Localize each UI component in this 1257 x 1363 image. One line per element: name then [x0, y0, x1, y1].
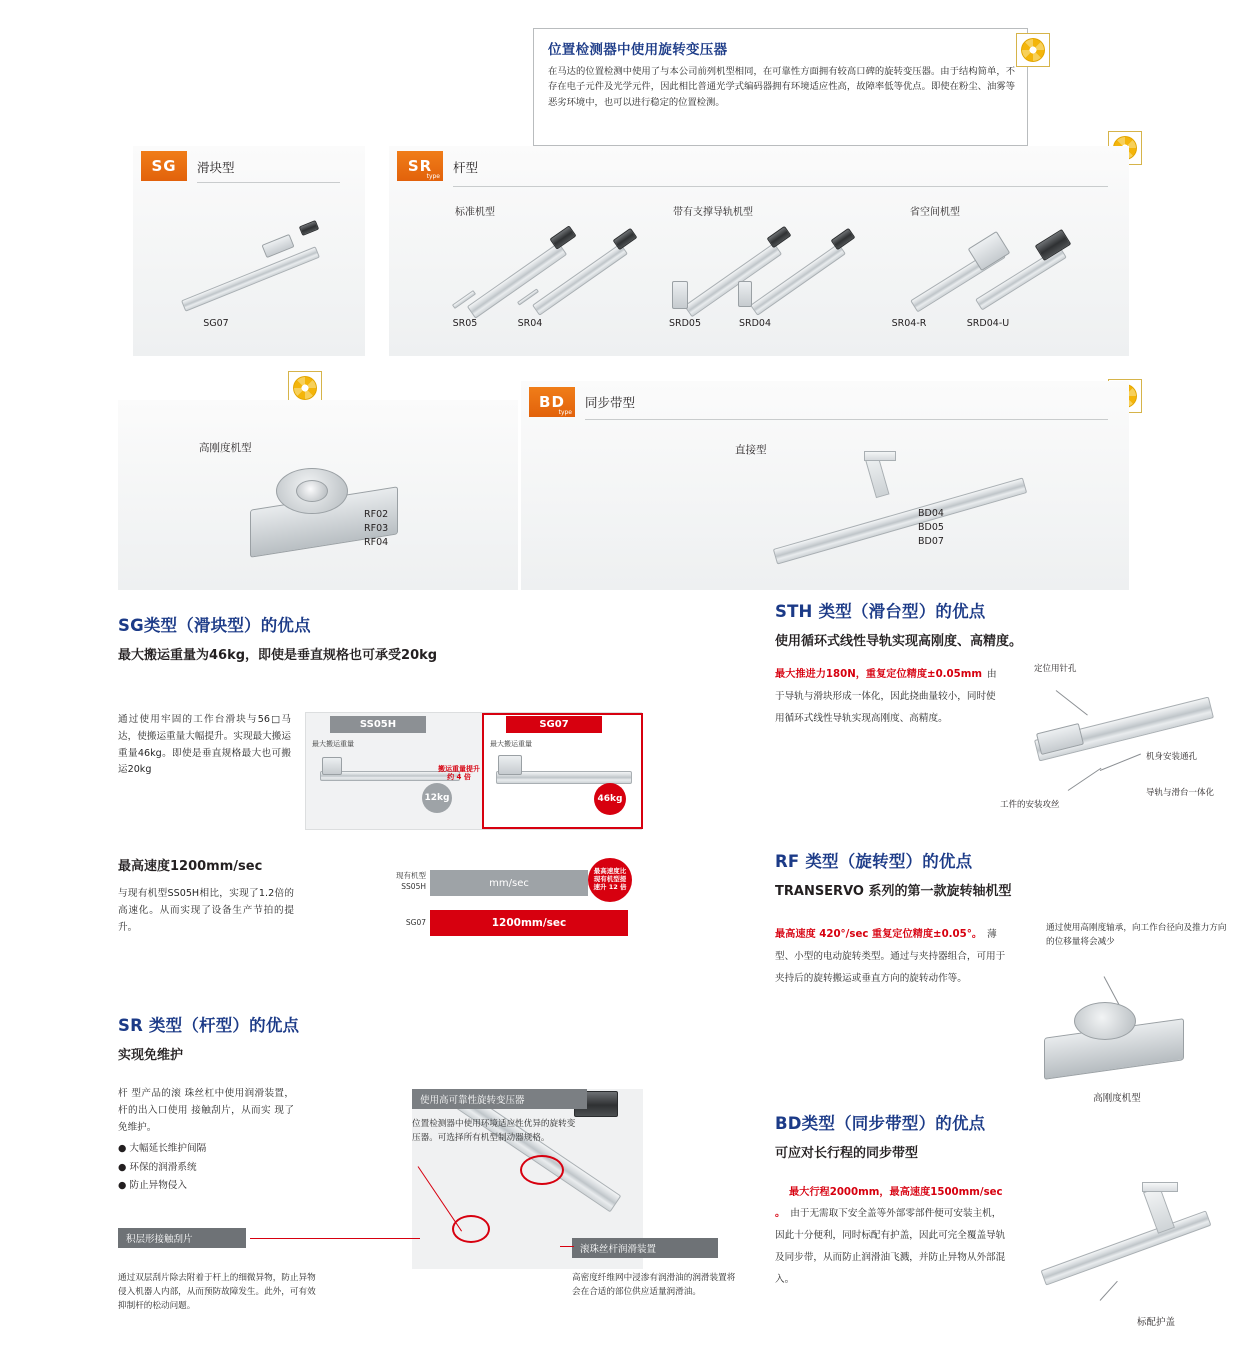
resolver-box-body: 在马达的位置检测中使用了与本公司前列机型相同，在可靠性方面拥有较高口碑的旋转变压器。由于结构简单，不存在电子元件及光学元件，因此相比普通光学式编码器拥有环境适应性高，故障率低等优点。即使在粉尘、油雾等恶劣环境中，也可以进行稳定的位置检测。: [548, 66, 1015, 108]
photo-caption-body-sr: 位置检测器中使用环境适应性优异的旋转变压器。可选择所有机型制动器规格。: [412, 1119, 576, 1143]
panel-label-sr-code: SR: [407, 157, 433, 175]
panel-label-sg-code: SG: [151, 157, 177, 175]
product-image-bd: [760, 455, 1060, 565]
section-sub-sr: 实现免维护: [118, 1048, 184, 1063]
sg-comparison-graphic: [305, 712, 642, 830]
speed-bar-sg07: 1200mm/sec: [430, 910, 628, 936]
compare-center-note: 搬运重量提升约 4 倍: [438, 765, 480, 782]
compare-right-title: SG07: [506, 716, 602, 733]
group-head-sr-standard: 标准机型: [455, 207, 495, 218]
callout-sth-integrated: 导轨与滑台一体化: [1146, 788, 1215, 798]
group-head-sr-compact: 省空间机型: [910, 207, 960, 218]
compare-right-metric: 最大搬运重量: [490, 740, 532, 748]
callout-sth-workpiece-tap: 工件的安装攻丝: [1000, 800, 1060, 810]
bullet-label: 防止异物侵入: [129, 1180, 187, 1192]
group-head-sr-guided: 带有支撑导轨机型: [673, 207, 753, 218]
section-sub-rf: TRANSERVO 系列的第一款旋转轴机型: [775, 884, 1012, 899]
caption-sr05: SR05: [452, 318, 478, 329]
list-item: ● 大幅延长维护间隔: [118, 1143, 207, 1154]
section-body-text-bd: 由于无需取下安全盖等外部零部件便可安装主机，因此十分便利，同时标配有护盖，因此可完全覆盖导轨及同步带，从而防止润滑油飞溅，并防止异物从外部混入。: [775, 1208, 1006, 1285]
section-heading-sth: STH 类型（滑台型）的优点: [775, 602, 986, 621]
panel-label-sr: [397, 151, 443, 181]
panel-label-bd-code: BD: [539, 393, 565, 411]
product-image-sg07: [150, 205, 350, 315]
photo-caption-rf: 高刚度机型: [1093, 1093, 1141, 1104]
section-sub-bd: 可应对长行程的同步带型: [775, 1146, 919, 1161]
bullet-label: 大幅延长维护间隔: [129, 1143, 207, 1154]
speed-bar-existing: mm/sec: [430, 870, 588, 896]
group-head-rf: 高刚度机型: [199, 442, 252, 454]
photo-caption-bd: 标配护盖: [1136, 1317, 1175, 1328]
product-image-sr04: [520, 225, 640, 320]
product-image-sth: [1020, 676, 1230, 796]
divider: [453, 186, 1108, 187]
note-sr-scraper: 通过双层刮片除去附着于杆上的细微异物，防止异物侵入机器人内部，从而预防故障发生。此外，可有效抑制杆的松动问题。: [118, 1273, 316, 1311]
section-bullets-sr: [118, 1140, 298, 1196]
caption-sg07: SG07: [203, 318, 229, 329]
panel-label-sg: [141, 151, 187, 181]
panel-label-bd-type: type: [558, 409, 572, 416]
divider: [197, 182, 340, 183]
label-sr-scraper: 积层形接触刮片: [118, 1228, 246, 1248]
section-heading-sr: SR 类型（杆型）的优点: [118, 1016, 300, 1035]
section-body-sth: [775, 662, 1003, 727]
speed-chart-bubble: 最高速度比现有机型提速升 12 倍: [588, 858, 632, 902]
section-red-rf: 最高速度 420°/sec 重复定位精度±0.05°。: [775, 929, 983, 940]
section-body-sr: 杆 型产品的滚 珠丝杠中使用润滑装置，杆的出入口使用 接触刮片，从而实 现了免维护。: [118, 1088, 294, 1133]
caption-bd07: BD07: [918, 536, 944, 547]
panel-label-bd: [529, 387, 575, 417]
panel-title-sg: 滑块型: [197, 160, 235, 175]
speed-axis-label-1: SS05H: [401, 882, 426, 891]
caption-srd04u: SRD04-U: [966, 318, 1010, 329]
section-red-bd: 最大行程2000mm，最高速度1500mm/sec 。: [775, 1187, 1003, 1220]
compare-left-value: 12kg: [422, 783, 452, 813]
section-sub-sg-speed: 最高速度1200mm/sec: [118, 859, 263, 874]
section-heading-sg: SG类型（滑块型）的优点: [118, 616, 311, 635]
caption-srd05: SRD05: [668, 318, 702, 329]
callout-sth-pinhole: 定位用针孔: [1034, 664, 1077, 674]
section-body-sg-speed: 与现有机型SS05H相比，实现了1.2倍的高速化。从而实现了设备生产节拍的提升。: [118, 888, 294, 933]
leader-line: [250, 1238, 420, 1239]
panel-label-sr-type: type: [426, 173, 440, 180]
section-sub-sg: 最大搬运重量为46kg，即使是垂直规格也可承受20kg: [118, 648, 438, 663]
caption-sr04r: SR04-R: [891, 318, 927, 329]
flower-icon: [1016, 33, 1050, 67]
caption-sr04: SR04: [517, 318, 543, 329]
callout-sth-mounting-hole: 机身安装通孔: [1146, 752, 1198, 762]
section-body-text-sth: 由于导轨与滑块形成一体化，因此挠曲量较小，同时使用循环式线性导轨实现高刚度、高精度。: [775, 669, 997, 724]
section-red-sth: 最大推进力180N，重复定位精度±0.05mm: [775, 669, 982, 680]
product-image-bd-detail: [1030, 1180, 1230, 1310]
detail-circle-lubricator: [520, 1155, 564, 1185]
compare-left-title: SS05H: [330, 716, 426, 733]
caption-rf02: RF02: [364, 509, 389, 520]
divider: [585, 419, 1108, 420]
compare-left-metric: 最大搬运重量: [312, 740, 354, 748]
section-body-sg: 通过使用牢固的工作台滑块与56□马达，使搬运重量大幅提升。实现最大搬运重量46kg。即使是垂直规格最大也可搬运20kg: [118, 714, 291, 776]
product-image-rf-detail: [1030, 990, 1210, 1086]
section-heading-bd: BD类型（同步带型）的优点: [775, 1114, 986, 1133]
caption-bd05: BD05: [918, 522, 944, 533]
speed-axis-label-0: 现有机型: [396, 871, 426, 880]
section-body-text-rf: 薄型、小型的电动旋转类型。通过与夹持器组合，可用于夹持后的旋转搬运或垂直方向的旋转动作等。: [775, 929, 1006, 984]
section-body-rf: [775, 922, 1013, 987]
product-image-srd04u: [965, 228, 1085, 323]
speed-axis-label-2: SG07: [405, 918, 426, 927]
section-body-bd: [775, 1180, 1007, 1288]
detail-circle-scraper: [452, 1215, 490, 1243]
leader-line: [560, 1246, 574, 1247]
panel-title-sr: 杆型: [453, 160, 479, 175]
label-sr-lubricator: 滚珠丝杆润滑装置: [572, 1238, 718, 1258]
resolver-info-box: [533, 28, 1028, 146]
note-sr-lubricator: 高密度纤维网中浸渗有润滑油的润滑装置将会在合适的部位供应适量润滑油。: [572, 1273, 736, 1297]
compare-right-value: 46kg: [594, 783, 626, 815]
callout-rf-bearing: 通过使用高刚度轴承，向工作台径向及推力方向的位移量将会减少: [1046, 923, 1227, 947]
photo-caption-title-sr: 使用高可靠性旋转变压器: [412, 1089, 587, 1109]
section-heading-rf: RF 类型（旋转型）的优点: [775, 852, 973, 871]
caption-srd04: SRD04: [738, 318, 772, 329]
caption-rf04: RF04: [364, 537, 389, 548]
resolver-box-title: 位置检测器中使用旋转变压器: [548, 42, 728, 58]
list-item: ● 防止异物侵入: [118, 1180, 187, 1192]
caption-rf03: RF03: [364, 523, 389, 534]
section-sub-sth: 使用循环式线性导轨实现高刚度、高精度。: [775, 634, 1023, 649]
list-item: ● 环保的润滑系统: [118, 1161, 197, 1173]
caption-bd04: BD04: [918, 508, 944, 519]
speed-chart: [370, 862, 642, 948]
product-image-srd04: [738, 225, 858, 320]
bullet-label: 环保的润滑系统: [129, 1161, 197, 1173]
group-head-bd: 直接型: [735, 444, 767, 456]
panel-title-bd: 同步带型: [585, 395, 636, 410]
